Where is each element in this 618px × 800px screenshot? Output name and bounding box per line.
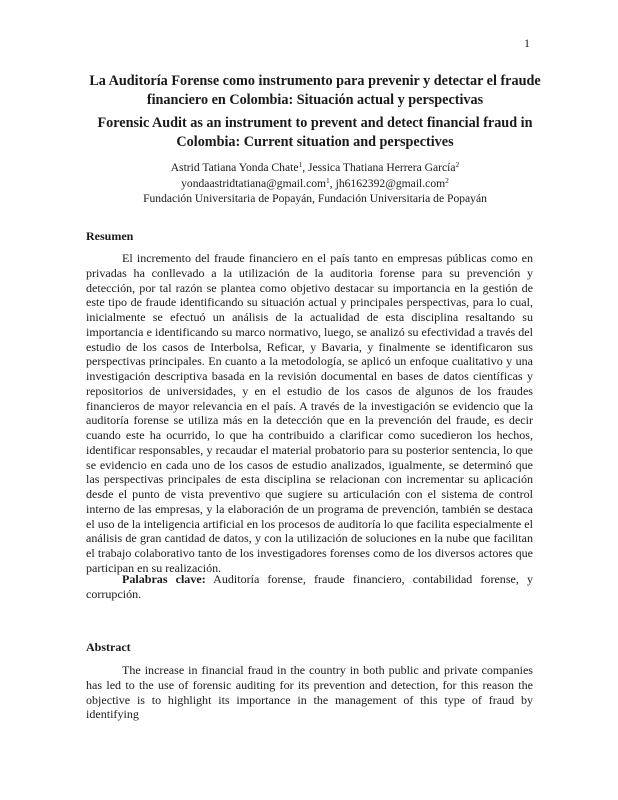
title-english: Forensic Audit as an instrument to prevent and detect financial fraud in Colombia: Current situation and perspectives [97,115,533,150]
author-separator: , [302,161,309,174]
resumen-paragraph [86,251,533,576]
keywords-paragraph [86,572,533,602]
author-names [80,160,550,176]
email-2-sup: 2 [445,175,449,185]
affiliation: Fundación Universitaria de Popayán, Fundación Universitaria de Popayán [143,192,487,205]
abstract-text: The increase in financial fraud in the country in both public and private companies has led to the use of forensic auditing for its prevention and detection, for this reason the objective is to highlight its importance in the management of this type of fraud by identifying [86,663,533,722]
author-1: Astrid Tatiana Yonda Chate [170,161,299,174]
email-1: yondaastridtatiana@gmail.com [181,176,327,190]
keywords-text: Auditoría forense, fraude financiero, contabilidad forense, y corrupción. [86,572,533,601]
resumen-text: El incremento del fraude financiero en el país tanto en empresas públicas como en privadas ha conllevado a la utilización de la auditoria forense para su prevención y detección, por tal razón se plantea como objetivo destacar su importancia en la gestión de este tipo de fraude identificando su situación actual y principales perspectivas, para lo cual, inicialmente se efectuó un análisis de la actualidad de esta disciplina resaltando su importancia e identificando su marco normativo, luego, se analizó su efectividad a través del estudio de los casos de Interbolsa, Reficar, y Bavaria, y finalmente se identificaron sus perspectivas principales. En cuanto a la metodología, se aplicó un enfoque cualitativo y una investigación descriptiva basada en la revisión documental en bases de datos científicas y repositorios de universidades, y en el estudio de los casos de algunos de los fraudes financieros de mayor relevancia en el país. A través de la investigación se evidencio que la auditoría forense se utiliza más en la detección que en la prevención del fraude, es decir cuando este ha ocurrido, lo que ha contribuido a clarificar como sucedieron los hechos, identificar responsables, y recaudar el material probatorio para su posterior sentencia, lo que se evidencio en cada uno de los casos de estudio analizados, igualmente, se determinó que las perspectivas principales de esta disciplina se relacionan con incrementar su aplicación desde el punto de vista preventivo que sugiere su articulación con el sistema de control interno de las empresas, y la elaboración de un programa de prevención, también se destaca el uso de la inteligencia artificial en los procesos de auditoría lo que facilita especialmente el análisis de gran cantidad de datos, y con la utilización de soluciones en la nube que facilitan el trabajo colaborativo tanto de los investigadores forenses como de los diversos actores que participan en su realización. [86,251,533,575]
email-separator: , [329,176,336,190]
author-2-sup: 2 [455,160,460,169]
email-2: jh6162392@gmail.com [335,176,446,190]
email-1-sup: 1 [326,175,330,185]
keywords-label: Palabras clave: [122,572,206,586]
abstract-paragraph [86,663,533,722]
author-emails [80,176,550,192]
page-number: 1 [524,36,530,50]
abstract-heading: Abstract [86,640,131,654]
author-block [80,160,550,207]
author-1-sup: 1 [298,160,303,169]
title-spanish: La Auditoría Forense como instrumento para prevenir y detectar el fraude financiero en Colombia: Situación actual y perspectivas [89,73,541,108]
author-2: Jessica Thatiana Herrera García [308,161,456,174]
resumen-heading: Resumen [86,229,134,243]
